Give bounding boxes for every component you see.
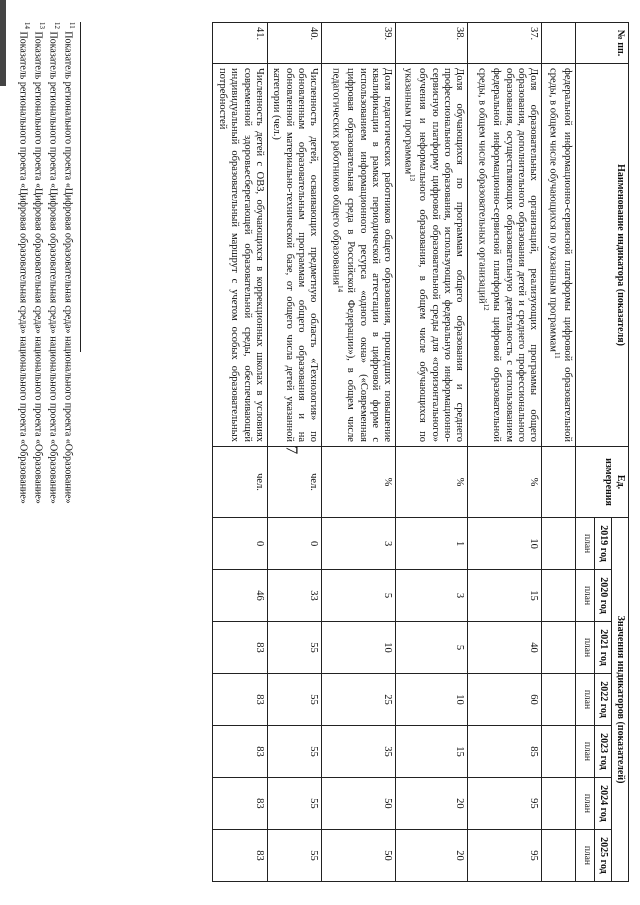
value-cell: 5 [396, 622, 468, 674]
value-cell: 40 [468, 622, 542, 674]
plan-label: план [576, 725, 595, 777]
value-cell: 83 [213, 674, 268, 726]
footnote [31, 22, 46, 622]
value-cell: 25 [322, 674, 396, 726]
value-cell: 3 [396, 570, 468, 622]
plan-label: план [576, 777, 595, 829]
year-header: 2025 год [595, 829, 612, 881]
value-cell [542, 622, 576, 674]
value-cell: 20 [396, 777, 468, 829]
indicator-name [267, 64, 322, 447]
value-cell: 55 [267, 725, 322, 777]
value-cell [542, 674, 576, 726]
indicator-text: Доля образовательных организаций, реализующих программы общего образования, дополнительного образования детей и среднего профессионального образования, осуществляющих образовательную деятельность с использованием федеральной информационно-сервисной платформы цифровой образовательной среды, в общем числе образовательных организаций [476, 68, 540, 442]
footnote-text: Показатель регионального проекта «Цифровая образовательная среда» национального проекта «Образование» [32, 29, 44, 504]
footnote-text: Показатель регионального проекта «Цифровая образовательная среда» национального проекта «Образование» [62, 28, 74, 504]
value-cell: 5 [322, 570, 396, 622]
table-row [542, 23, 576, 882]
footnote-mark: 14 [22, 22, 31, 29]
unit-cell: % [396, 446, 468, 517]
row-number: 37. [468, 23, 542, 64]
footnote-list [16, 22, 77, 622]
value-cell: 10 [396, 674, 468, 726]
value-cell: 46 [213, 570, 268, 622]
row-number: 39. [322, 23, 396, 64]
table-row [267, 23, 322, 882]
plan-label: план [576, 829, 595, 881]
unit-cell: % [468, 446, 542, 517]
value-cell [542, 518, 576, 570]
unit-cell: чел. [213, 446, 268, 517]
value-cell: 83 [213, 725, 268, 777]
plan-label: план [576, 674, 595, 726]
indicator-name [322, 64, 396, 447]
indicators-table [212, 22, 629, 882]
footnotes [16, 22, 82, 622]
footnote-text: Показатель регионального проекта «Цифровая образовательная среда» национального проекта «Образование» [17, 29, 29, 504]
footnote-ref: 13 [407, 174, 416, 182]
value-cell: 95 [468, 829, 542, 881]
indicator-name [542, 64, 576, 447]
value-cell: 50 [322, 777, 396, 829]
value-cell: 0 [213, 518, 268, 570]
col-name-header: Наименование индикатора (показателя) [576, 64, 629, 447]
values-title: Значения индикаторов (показателей) [612, 518, 629, 882]
rotated-sheet [19, 22, 629, 882]
indicator-text: федеральной информационно-сервисной платформы цифровой образовательной среды, в общем числе обучающихся по указанным программам [547, 68, 574, 442]
value-cell: 55 [267, 674, 322, 726]
scan-edge-mark [0, 0, 6, 86]
value-cell: 60 [468, 674, 542, 726]
col-unit-header: Ед. измерения [576, 446, 629, 517]
value-cell [542, 725, 576, 777]
footnote-rule [80, 22, 81, 352]
value-cell: 10 [322, 622, 396, 674]
table-row [322, 23, 396, 882]
footnote [61, 22, 76, 622]
footnote-mark: 11 [68, 22, 76, 29]
footnote-mark: 12 [52, 22, 61, 29]
value-cell [542, 570, 576, 622]
indicator-name [468, 64, 542, 447]
footnote [46, 22, 61, 622]
value-cell: 55 [267, 622, 322, 674]
col-no-header: № пп. [576, 23, 629, 64]
row-number: 38. [396, 23, 468, 64]
year-header: 2019 год [595, 518, 612, 570]
year-header: 2023 год [595, 725, 612, 777]
value-cell: 15 [468, 570, 542, 622]
indicator-text: Численность детей, осваивающих предметную область «Технология» по обновленным образовательным программам общего образования и на обновленной материально-технической базе, от общего числа детей указанной категории (чел.) [271, 68, 320, 442]
unit-cell: чел. [267, 446, 322, 517]
plan-label: план [576, 622, 595, 674]
unit-cell: % [322, 446, 396, 517]
value-cell [542, 829, 576, 881]
row-number [542, 23, 576, 64]
value-cell [542, 777, 576, 829]
indicator-text: Доля педагогических работников общего образования, прошедших повышение квалификации в рамках периодической аттестации в цифровой форме с использованием информационного ресурса «одного окна» («Современная цифровая образовательная среда в Российской Федерации»), в общем числе педагогических работников общего образования [330, 68, 394, 442]
row-number: 40. [267, 23, 322, 64]
footnote-text: Показатель регионального проекта «Цифровая образовательная среда» национального проекта «Образование» [47, 29, 59, 504]
footnote-mark: 13 [37, 22, 46, 29]
value-cell: 10 [468, 518, 542, 570]
value-cell: 1 [396, 518, 468, 570]
indicator-name [396, 64, 468, 447]
value-cell: 3 [322, 518, 396, 570]
plan-label: план [576, 518, 595, 570]
year-header: 2020 год [595, 570, 612, 622]
value-cell: 15 [396, 725, 468, 777]
table-row [468, 23, 542, 882]
year-header: 2024 год [595, 777, 612, 829]
value-cell: 55 [267, 829, 322, 881]
row-number: 41. [213, 23, 268, 64]
value-cell: 95 [468, 777, 542, 829]
table-row [396, 23, 468, 882]
value-cell: 33 [267, 570, 322, 622]
value-cell: 50 [322, 829, 396, 881]
indicator-text: Доля обучающихся по программам общего образования и среднего профессионального образования, использующих федеральную информационно-сервисную платформу цифровой образовательной среды для «горизонтального» обучения и неформального образования, в общем числе обучающихся по указанным программам [402, 68, 466, 442]
value-cell: 35 [322, 725, 396, 777]
value-cell: 85 [468, 725, 542, 777]
header-row [612, 23, 629, 882]
table-row [213, 23, 268, 882]
plan-label: план [576, 570, 595, 622]
footnote-ref: 14 [335, 285, 344, 293]
footnote-ref: 11 [553, 351, 562, 359]
value-cell: 83 [213, 777, 268, 829]
table-body [213, 23, 576, 882]
value-cell: 20 [396, 829, 468, 881]
year-header: 2021 год [595, 622, 612, 674]
value-cell: 83 [213, 622, 268, 674]
value-cell: 83 [213, 829, 268, 881]
value-cell: 55 [267, 777, 322, 829]
footnote-ref: 12 [481, 303, 490, 311]
page-number: 7 [282, 445, 302, 455]
indicator-text: Численность детей с ОВЗ, обучающихся в коррекционных школах в условиях современной здоровьесберегающей образовательной среды, обеспечивающей индивидуальный образовательный маршрут с учетом особых образовательных потребностей [216, 68, 265, 442]
value-cell: 0 [267, 518, 322, 570]
footnote [16, 22, 31, 622]
unit-cell [542, 446, 576, 517]
year-header: 2022 год [595, 674, 612, 726]
indicator-name [213, 64, 268, 447]
